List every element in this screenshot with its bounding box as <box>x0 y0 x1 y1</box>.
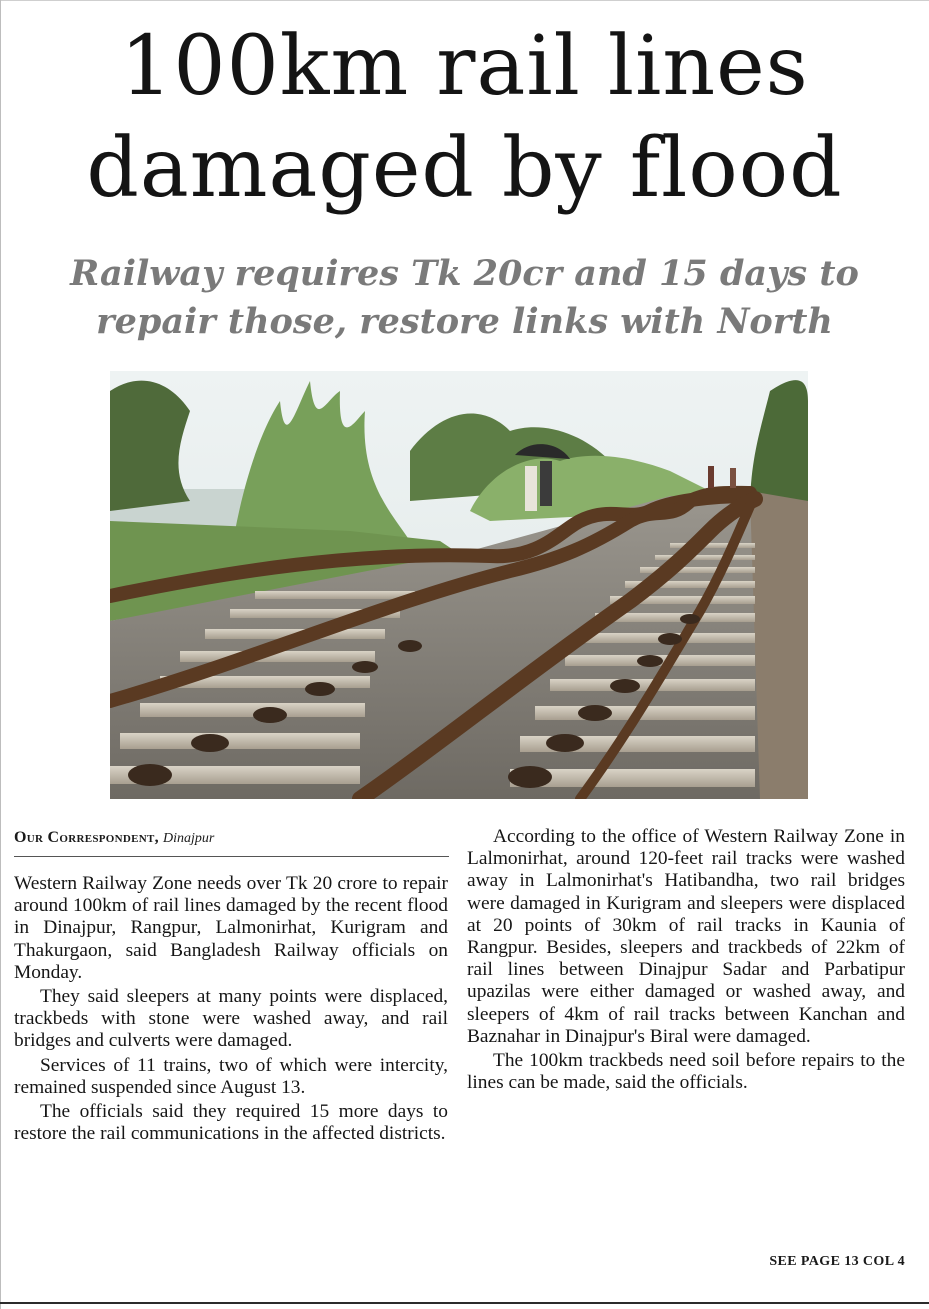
flood-damaged-rail-track-photo <box>110 371 808 799</box>
headline-line-1: 100km rail lines <box>120 19 809 114</box>
headline-line-2: damaged by flood <box>86 121 843 216</box>
subhead-line-2: repair those, restore links with North <box>96 301 833 342</box>
top-border <box>0 0 929 1</box>
subheadline <box>0 250 929 346</box>
byline-divider <box>14 856 449 857</box>
article-column-left <box>14 873 448 1145</box>
article-column-right <box>467 826 905 1094</box>
paragraph: Western Railway Zone needs over Tk 20 crore to repair around 100km of rail lines damaged by the recent flood in Dinajpur, Rangpur, Lalmonirhat, Kurigram and Thakurgaon, said Bangladesh Railway officials on Monday. <box>14 873 448 983</box>
paragraph: Services of 11 trains, two of which were intercity, remained suspended since August 13. <box>14 1054 448 1098</box>
paragraph: The officials said they required 15 more days to restore the rail communications in the affected districts. <box>14 1101 448 1145</box>
subhead-line-1: Railway requires Tk 20cr and 15 days to <box>70 253 859 294</box>
bottom-border <box>0 1302 929 1304</box>
paragraph: They said sleepers at many points were displaced, trackbeds with stone were washed away, and rail bridges and culverts were damaged. <box>14 986 448 1052</box>
paragraph: According to the office of Western Railway Zone in Lalmonirhat, around 120-feet rail tracks were washed away in Lalmonirhat's Hatibandha, two rail bridges were damaged in Kurigram and sleepers were displaced at 20 points of 30km of rail tracks in Kaunia of Rangpur. Besides, sleepers and trackbeds of 22km of rail lines between Dinajpur Sadar and Parbatipur upazilas were either damaged or washed away, and sleepers of 4km of rail tracks between Kanchan and Baznahar in Dinajpur's Biral were damaged. <box>467 826 905 1047</box>
paragraph: The 100km trackbeds need soil before repairs to the lines can be made, said the officials. <box>467 1050 905 1094</box>
byline <box>14 829 446 847</box>
continuation-jump: SEE PAGE 13 COL 4 <box>769 1254 905 1269</box>
byline-location: Dinajpur <box>162 831 215 846</box>
headline <box>0 16 929 220</box>
byline-author: Our Correspondent, <box>14 829 159 846</box>
